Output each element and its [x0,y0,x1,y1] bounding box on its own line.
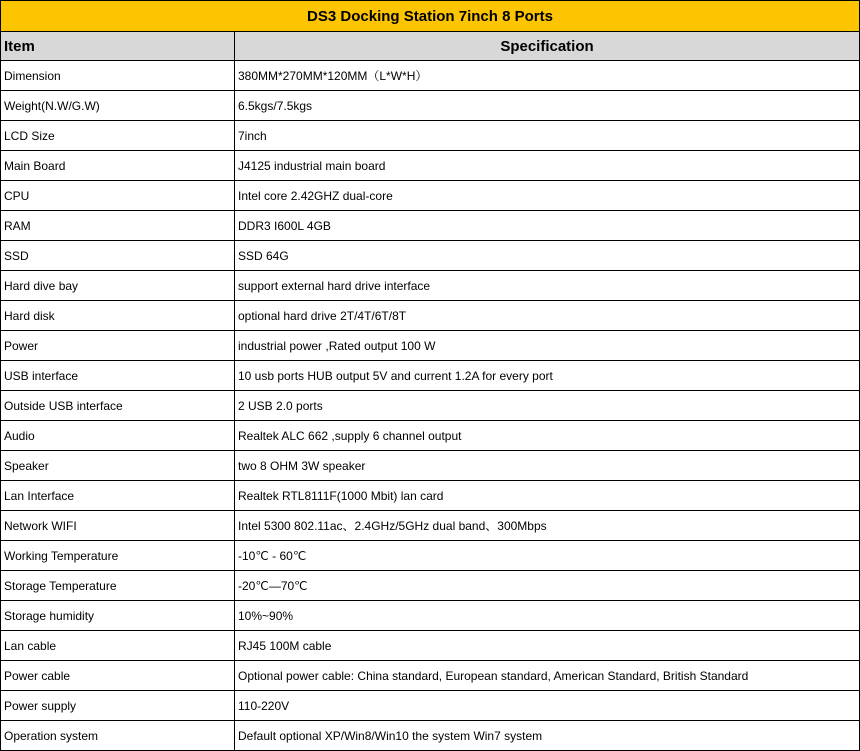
row-spec-cell: Realtek ALC 662 ,supply 6 channel output [235,421,860,451]
row-item-cell: Speaker [1,451,235,481]
row-spec-cell: industrial power ,Rated output 100 W [235,331,860,361]
row-spec-cell: 7inch [235,121,860,151]
table-row [1,691,860,721]
row-spec-cell: -10℃ - 60℃ [235,541,860,571]
row-spec-cell: Realtek RTL8111F(1000 Mbit) lan card [235,481,860,511]
row-item-cell: Hard dive bay [1,271,235,301]
row-item-cell: USB interface [1,361,235,391]
row-spec-cell: optional hard drive 2T/4T/6T/8T [235,301,860,331]
row-spec-cell: 110-220V [235,691,860,721]
row-spec-cell: Intel core 2.42GHZ dual-core [235,181,860,211]
table-row [1,61,860,91]
row-item-cell: Storage Temperature [1,571,235,601]
row-item-cell: Weight(N.W/G.W) [1,91,235,121]
row-item-cell: Power cable [1,661,235,691]
row-spec-cell: 10%~90% [235,601,860,631]
row-spec-cell: Default optional XP/Win8/Win10 the system Win7 system [235,721,860,751]
row-item-cell: Working Temperature [1,541,235,571]
table-row [1,571,860,601]
table-row [1,151,860,181]
table-row [1,361,860,391]
row-spec-cell: two 8 OHM 3W speaker [235,451,860,481]
row-spec-cell: 6.5kgs/7.5kgs [235,91,860,121]
row-item-cell: Audio [1,421,235,451]
column-header-item: Item [1,32,235,61]
row-spec-cell: DDR3 I600L 4GB [235,211,860,241]
table-row [1,721,860,751]
table-row [1,631,860,661]
row-item-cell: Lan cable [1,631,235,661]
table-row [1,421,860,451]
row-item-cell: CPU [1,181,235,211]
table-row [1,391,860,421]
row-item-cell: Storage humidity [1,601,235,631]
column-header-specification: Specification [235,32,860,61]
header-row [1,32,860,61]
table-title: DS3 Docking Station 7inch 8 Ports [1,1,860,32]
table-row [1,601,860,631]
table-row [1,181,860,211]
row-spec-cell: -20℃—70℃ [235,571,860,601]
table-row [1,481,860,511]
table-row [1,511,860,541]
row-spec-cell: Optional power cable: China standard, European standard, American Standard, British Standard [235,661,860,691]
table-row [1,301,860,331]
row-item-cell: Main Board [1,151,235,181]
row-spec-cell: SSD 64G [235,241,860,271]
table-row [1,331,860,361]
row-item-cell: Dimension [1,61,235,91]
table-row [1,541,860,571]
table-row [1,121,860,151]
row-item-cell: LCD Size [1,121,235,151]
row-item-cell: Power [1,331,235,361]
row-spec-cell: 2 USB 2.0 ports [235,391,860,421]
row-spec-cell: RJ45 100M cable [235,631,860,661]
table-row [1,241,860,271]
row-item-cell: SSD [1,241,235,271]
table-row [1,661,860,691]
row-item-cell: Lan Interface [1,481,235,511]
row-spec-cell: J4125 industrial main board [235,151,860,181]
row-item-cell: Outside USB interface [1,391,235,421]
table-row [1,91,860,121]
row-spec-cell: 10 usb ports HUB output 5V and current 1.2A for every port [235,361,860,391]
row-item-cell: Hard disk [1,301,235,331]
table-row [1,451,860,481]
row-item-cell: Power supply [1,691,235,721]
row-item-cell: RAM [1,211,235,241]
row-spec-cell: 380MM*270MM*120MM（L*W*H） [235,61,860,91]
row-spec-cell: Intel 5300 802.11ac、2.4GHz/5GHz dual band、300Mbps [235,511,860,541]
title-row [1,1,860,32]
row-item-cell: Operation system [1,721,235,751]
row-item-cell: Network WIFI [1,511,235,541]
table-row [1,271,860,301]
row-spec-cell: support external hard drive interface [235,271,860,301]
table-row [1,211,860,241]
